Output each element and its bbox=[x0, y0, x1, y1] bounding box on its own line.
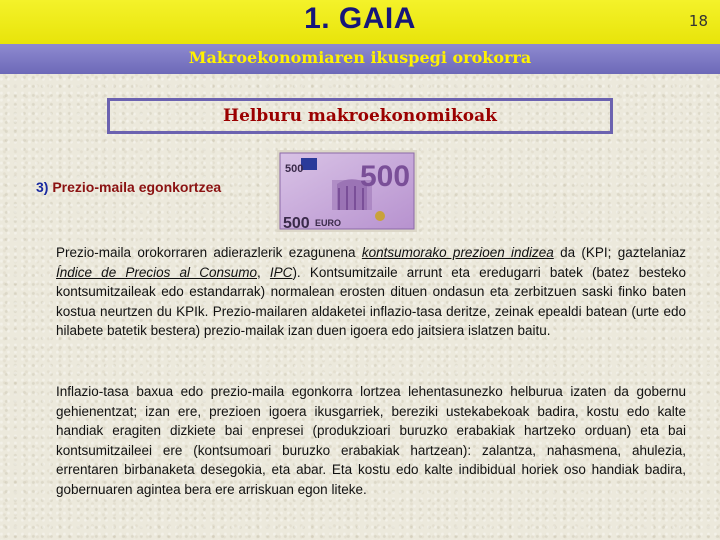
paragraph1-text-c: , bbox=[257, 264, 270, 280]
banknote-top-value: 500 bbox=[285, 163, 304, 175]
section-heading bbox=[36, 179, 221, 195]
paragraph1-text-a: Prezio-maila orokorraren adierazlerik ezagunena bbox=[56, 245, 362, 260]
objectives-box-title: Helburu makroekonomikoak bbox=[107, 98, 613, 134]
paragraph-low-inflation-goal: Inflazio-tasa baxua edo prezio-maila egonkorra lortzea lehentasunezko helburua izaten da gobernu gehienentzat; izan ere, prezioen igoera ikusgarriek, bereziki ustekabekoak badira, kostu edo kalte handiak eragiten dizkiete bai enpresei (produkzioari buruzko erabakiak hartzeko orduan) eta bai kontsumitzaileei ere (kontsumoari buruzko erabakiak hartzean): zalantza, nahasmena, ahulezia, errentaren birbanaketa desegokia, eta abar. Eta kostu edo kalte indibidual horiek oso handiak badira, gobernuaren agintea bera ere arriskuan egon liteke. bbox=[56, 384, 686, 497]
term-ipc: IPC bbox=[269, 264, 293, 280]
banknote-bottom-value: 500 bbox=[283, 215, 310, 232]
page-number: 18 bbox=[688, 12, 708, 30]
slide-subtitle: Makroekonomiaren ikuspegi orokorra bbox=[188, 48, 532, 67]
section-label: Prezio-maila egonkortzea bbox=[52, 179, 222, 195]
banknote-500-euro-image bbox=[277, 150, 417, 232]
banknote-big-value: 500 bbox=[360, 160, 411, 193]
term-indice-de-precios: Índice de Precios al Consumo bbox=[56, 264, 257, 280]
slide-title: 1. GAIA bbox=[304, 2, 416, 35]
paragraph-cpi-definition bbox=[56, 243, 686, 341]
term-kontsumorako-prezioen-indizea: kontsumorako prezioen indizea bbox=[361, 245, 554, 260]
paragraph1-text-d: ). Kontsumitzaile arrunt eta eredugarri batek (batez besteko kontsumitzaileak edo estandarrak) normalean erosten dituen ondasun eta zerbitzuen saski finko baten kostua neurtzen du KPIk. Prezio-mailaren aldaketei inflazio-tasa deritze, zeinak epealdi batean (urte edo hilabete batetik bestera) prezio-mailak izan duen igoera edo jaitsiera islatzen baitu. bbox=[56, 264, 687, 339]
paragraph1-text-b: da (KPI; gaztelaniaz bbox=[553, 245, 687, 260]
section-number: 3) bbox=[36, 179, 49, 195]
banknote-currency: EURO bbox=[315, 218, 342, 228]
